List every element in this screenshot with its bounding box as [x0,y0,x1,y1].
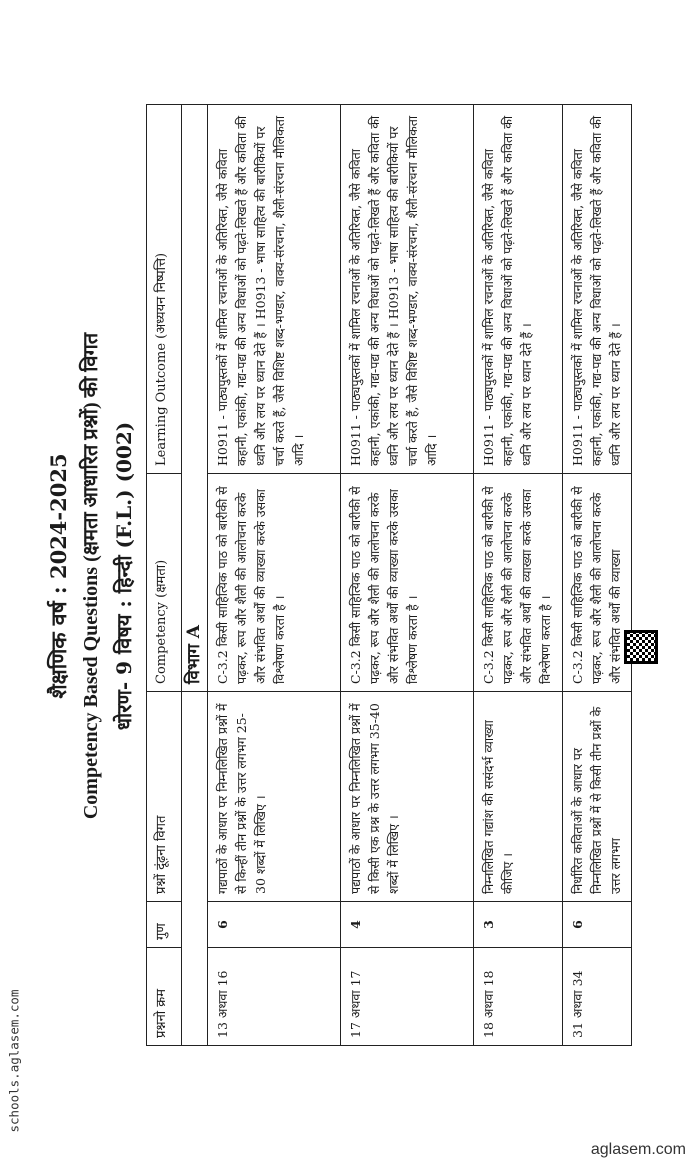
question-task: पद्यपाठों के आधार पर निम्नलिखित प्रश्नों में से किसी एक प्रश्न के उत्तर लगभग 35-40 शब्दों में लिखिए । [341,692,474,902]
competency-table [146,104,632,1046]
competency-text: C-3.2 किसी साहित्यिक पाठ को बारीकी से पढ़कर, रूप और शैली की आलोचना करके और संभवित अर्थों की व्याख्या [563,474,632,692]
document-title: Competency Based Questions (क्षमता आधारित प्रश्नों) की विगत [80,332,102,820]
outcome-text: H0911 - पाठ्यपुस्तकों में शामिल रचनाओं के अतिरिक्त, जैसे कविता कहानी, एकांकी, गद्य-पद्य की अन्य विधाओं को पढ़ते-लिखते हैं और कविता की ध्वनि और लय पर ध्यान देते हैं । H0913 - भाषा साहित्य की बारीकियों पर चर्चा करते हैं, जैसे विशिष्ट शब्द-भण्डार, वाक्य-संरचना, शैली-संरचना मौलिकता आदि । [341,105,474,474]
outcome-text: H0911 - पाठ्यपुस्तकों में शामिल रचनाओं के अतिरिक्त, जैसे कविता कहानी, एकांकी, गद्य-पद्य की अन्य विधाओं को पढ़ते-लिखते हैं और कविता की ध्वनि और लय पर ध्यान देते हैं । H0913 - भाषा साहित्य की बारीकियों पर चर्चा करते हैं, जैसे विशिष्ट शब्द-भण्डार, वाक्य-संरचना, शैली-संरचना मौलिकता आदि । [208,105,341,474]
table-row [208,105,341,1046]
academic-year-title: शैक्षणिक वर्ष : 2024-2025 [46,453,71,699]
table-row [474,105,563,1046]
section-label: विभाग A [182,105,208,692]
question-number: 31 अथवा 34 [563,948,632,1046]
outcome-text: H0911 - पाठ्यपुस्तकों में शामिल रचनाओं के अतिरिक्त, जैसे कविता कहानी, एकांकी, गद्य-पद्य की अन्य विधाओं को पढ़ते-लिखते हैं और कविता की ध्वनि और लय पर ध्यान देते हैं । [474,105,563,474]
header-question-no: प्रश्ननो क्रम [147,948,182,1046]
class-subject-title: धोरण- 9 विषय : हिन्दी (F.L.) (002) [112,421,136,731]
table-row [563,105,632,1046]
competency-text: C-3.2 किसी साहित्यिक पाठ को बारीकी से पढ़कर, रूप और शैली की आलोचना करके और संभवित अर्थों की व्याख्या करके उसका विश्लेषण करता है । [474,474,563,692]
document-header [42,96,141,1056]
competency-text: C-3.2 किसी साहित्यिक पाठ को बारीकी से पढ़कर, रूप और शैली की आलोचना करके और संभवित अर्थों की व्याख्या करके उसका विश्लेषण करता है । [341,474,474,692]
question-number: 18 अथवा 18 [474,948,563,1046]
side-watermark: schools.aglasem.com [6,989,22,1132]
section-row [182,105,208,1046]
rotated-document-page [34,96,664,1056]
outcome-text: H0911 - पाठ्यपुस्तकों में शामिल रचनाओं के अतिरिक्त, जैसे कविता कहानी, एकांकी, गद्य-पद्य की अन्य विधाओं को पढ़ते-लिखते हैं और कविता की ध्वनि और लय पर ध्यान देते हैं । [563,105,632,474]
marks-value: 3 [474,902,563,948]
header-competency: Competency (क्षमता) [147,474,182,692]
table-row [341,105,474,1046]
marks-value: 6 [563,902,632,948]
marks-value: 6 [208,902,341,948]
header-marks: गुण [147,902,182,948]
question-number: 13 अथवा 16 [208,948,341,1046]
question-task: निर्धारित कविताओं के आधार पर निम्नलिखित प्रश्नों में से किसी तीन प्रश्नों के उत्तर लगभग [563,692,632,902]
table-header-row [147,105,182,1046]
competency-text: C-3.2 किसी साहित्यिक पाठ को बारीकी से पढ़कर, रूप और शैली की आलोचना करके और संभवित अर्थों की व्याख्या करके उसका विश्लेषण करता है । [208,474,341,692]
marks-value: 4 [341,902,474,948]
header-learning-outcome: Learning Outcome (अध्ययन निष्पत्ति) [147,105,182,474]
question-task: निम्नलिखित गद्यांश की ससंदर्भ व्याख्या कीजिए । [474,692,563,902]
question-number: 17 अथवा 17 [341,948,474,1046]
question-task: गद्यपाठों के आधार पर निम्नलिखित प्रश्नों में से किन्हीं तीन प्रश्नों के उत्तर लगभग 25-30 शब्दों में लिखिए । [208,692,341,902]
header-question-details: प्रश्नों दूंढ़ना विगत [147,692,182,902]
corner-watermark: aglasem.com [590,1141,686,1158]
qr-code-icon [624,630,658,664]
